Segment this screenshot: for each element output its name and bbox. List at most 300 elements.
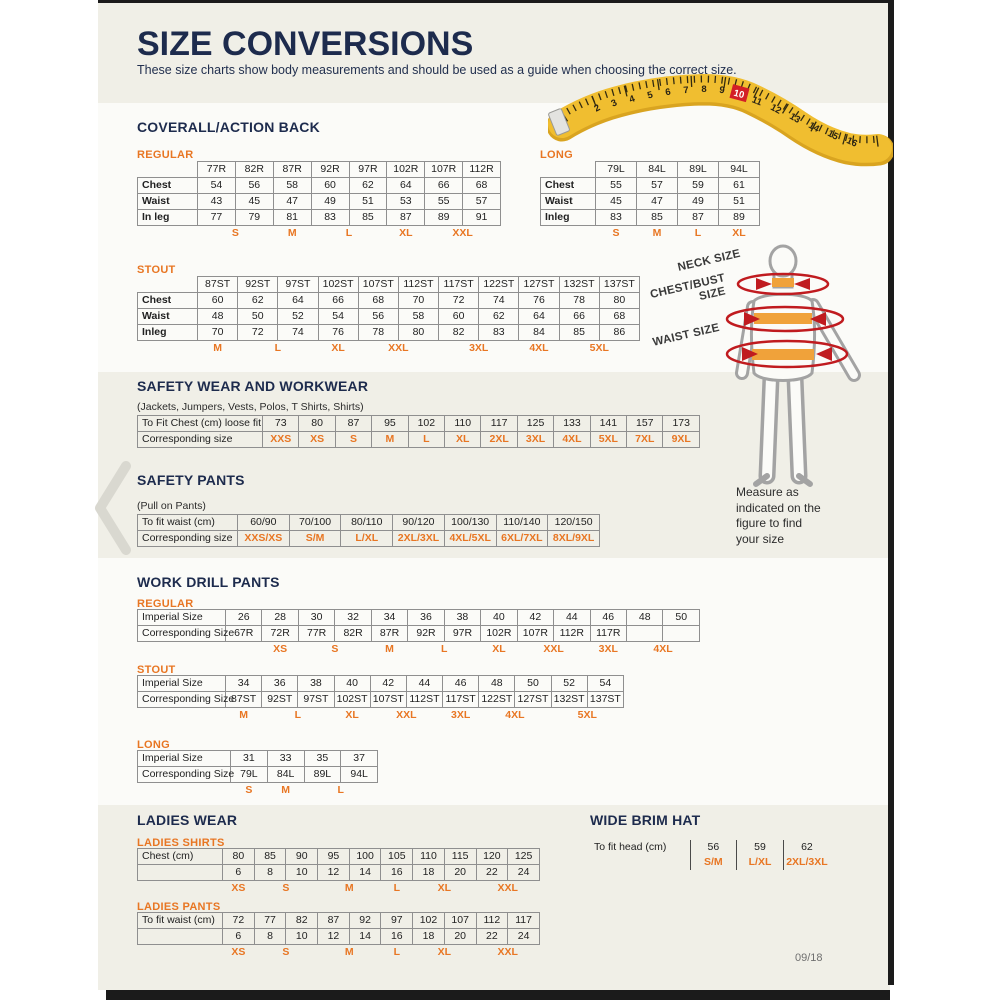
value-cell: 46: [590, 610, 626, 626]
value-cell: 87: [318, 913, 350, 929]
value-cell: 77: [198, 210, 236, 226]
column-header-cell: 127ST: [519, 277, 559, 293]
value-cell: 52: [551, 676, 587, 692]
value-cell: 64: [387, 178, 425, 194]
value-cell: 133: [554, 416, 590, 432]
size-group-cell: M: [344, 882, 354, 894]
size-group-cell: XXL: [388, 342, 409, 354]
waist-band: [752, 349, 814, 360]
size-group-cell: XS: [273, 643, 288, 655]
previous-page-chevron[interactable]: [90, 458, 136, 558]
value-cell: 85: [637, 210, 678, 226]
value-cell: 68: [463, 178, 501, 194]
value-cell: 72: [439, 293, 479, 309]
size-group-cell: L: [694, 227, 702, 239]
value-cell: 62: [783, 840, 830, 855]
value-cell: 173: [663, 416, 700, 432]
value-cell: 16: [381, 865, 413, 881]
value-cell: 44: [554, 610, 590, 626]
ladies-pants-label: LADIES PANTS: [137, 901, 221, 913]
value-cell: 37: [341, 751, 378, 767]
row-label-cell: Inleg: [138, 325, 198, 341]
value-cell: 78: [358, 325, 398, 341]
row-label-cell: Chest (cm): [138, 849, 223, 865]
column-header-cell: 87R: [273, 162, 311, 178]
column-header-cell: 102ST: [318, 277, 358, 293]
value-cell: 112ST: [406, 692, 442, 708]
size-group-cell: L: [337, 784, 344, 796]
value-cell: 66: [559, 309, 599, 325]
neck-size-label: NECK SIZE: [676, 247, 742, 274]
value-cell: 60: [198, 293, 238, 309]
value-cell: 60: [439, 309, 479, 325]
value-cell: XXS/XS: [238, 531, 290, 547]
page-number: 09/18: [795, 952, 823, 964]
value-cell: 38: [298, 676, 334, 692]
value-cell: 87: [678, 210, 719, 226]
value-cell: 36: [408, 610, 444, 626]
value-cell: 56: [358, 309, 398, 325]
column-header-cell: [138, 162, 198, 178]
safety-pants-table: [137, 514, 600, 547]
tape-number: 4: [627, 93, 637, 106]
value-cell: 8: [254, 929, 286, 945]
tape-number-highlight: 10: [732, 87, 746, 102]
row-label-cell: Chest: [138, 293, 198, 309]
value-cell: 66: [318, 293, 358, 309]
value-cell: 53: [387, 194, 425, 210]
value-cell: 47: [637, 194, 678, 210]
value-cell: [663, 626, 700, 642]
column-header-cell: 79L: [596, 162, 637, 178]
value-cell: 89: [425, 210, 463, 226]
value-cell: 18: [413, 929, 445, 945]
value-cell: 56: [235, 178, 273, 194]
value-cell: 92: [349, 913, 381, 929]
value-cell: 82: [286, 913, 318, 929]
column-header-cell: 97R: [349, 162, 387, 178]
value-cell: 59: [678, 178, 719, 194]
value-cell: 81: [273, 210, 311, 226]
size-row-pad-cell: [138, 945, 223, 961]
value-cell: 127ST: [515, 692, 551, 708]
value-cell: 125: [517, 416, 553, 432]
size-group-cell: XL: [492, 643, 506, 655]
value-cell: 92R: [408, 626, 444, 642]
size-group-cell: L: [441, 643, 448, 655]
value-cell: 76: [519, 293, 559, 309]
value-cell: 34: [226, 676, 262, 692]
value-cell: 102: [408, 416, 444, 432]
size-group-cell: 4XL: [653, 643, 673, 655]
row-label-cell: To fit waist (cm): [138, 515, 238, 531]
size-row-pad-cell: [138, 341, 198, 357]
tape-number: 16: [844, 135, 859, 150]
measuring-tape-illustration: [548, 74, 893, 174]
value-cell: 46: [443, 676, 479, 692]
size-group-cell: [226, 642, 262, 658]
value-cell: 66: [425, 178, 463, 194]
value-cell: 2XL/3XL: [393, 531, 445, 547]
value-cell: 92ST: [262, 692, 298, 708]
tape-number: 2: [592, 102, 603, 115]
coverall-heading: COVERALL/ACTION BACK: [137, 119, 320, 135]
size-group-cell: XL: [399, 227, 413, 239]
value-cell: 64: [519, 309, 559, 325]
value-cell: 120: [476, 849, 508, 865]
value-cell: 16: [381, 929, 413, 945]
value-cell: 2XL/3XL: [783, 855, 830, 870]
size-group-cell: M: [281, 784, 290, 796]
value-cell: [626, 626, 662, 642]
column-header-cell: 92ST: [238, 277, 278, 293]
value-cell: 78: [559, 293, 599, 309]
value-cell: 89: [719, 210, 760, 226]
tape-number: 13: [787, 111, 803, 126]
column-header-cell: 87ST: [198, 277, 238, 293]
value-cell: 112: [476, 913, 508, 929]
value-cell: 85: [349, 210, 387, 226]
value-cell: 2XL: [481, 432, 517, 448]
value-cell: 137ST: [587, 692, 623, 708]
row-label-cell: To fit waist (cm): [138, 913, 223, 929]
value-cell: 48: [198, 309, 238, 325]
coverall-stout-label: STOUT: [137, 264, 176, 276]
waist-size-label: WAIST SIZE: [651, 321, 721, 349]
value-cell: 87ST: [226, 692, 262, 708]
value-cell: 18: [413, 865, 445, 881]
work-drill-regular-table: [137, 609, 700, 657]
value-cell: 30: [298, 610, 334, 626]
value-cell: 77: [254, 913, 286, 929]
value-cell: 80: [599, 293, 639, 309]
neck-arrow-right: [794, 278, 810, 290]
value-cell: 24: [508, 865, 540, 881]
value-cell: L/XL: [341, 531, 393, 547]
value-cell: 34: [371, 610, 407, 626]
size-group-cell: 4XL: [529, 342, 549, 354]
value-cell: XL: [445, 432, 481, 448]
value-cell: 89L: [304, 767, 341, 783]
value-cell: 117: [481, 416, 517, 432]
value-cell: 9XL: [663, 432, 700, 448]
ladies-wear-heading: LADIES WEAR: [137, 812, 238, 828]
value-cell: 95: [372, 416, 408, 432]
value-cell: 62: [349, 178, 387, 194]
size-row-pad-cell: [138, 783, 231, 799]
value-cell: 76: [318, 325, 358, 341]
size-group-cell: M: [652, 227, 662, 239]
value-cell: 47: [273, 194, 311, 210]
value-cell: 83: [479, 325, 519, 341]
size-group-cell: XL: [437, 882, 452, 894]
value-cell: 12: [318, 865, 350, 881]
value-cell: 117: [508, 913, 540, 929]
value-cell: L: [408, 432, 444, 448]
value-cell: 33: [267, 751, 304, 767]
size-group-cell: S: [282, 946, 290, 958]
value-cell: 107: [444, 913, 476, 929]
column-header-cell: [138, 277, 198, 293]
size-group-cell: S: [612, 227, 620, 239]
value-cell: 90: [286, 849, 318, 865]
value-cell: L/XL: [737, 855, 784, 870]
row-label-cell: In leg: [138, 210, 198, 226]
size-group-cell: XS: [231, 946, 246, 958]
safety-pants-note: (Pull on Pants): [137, 500, 206, 512]
value-cell: 117R: [590, 626, 626, 642]
value-cell: 80: [398, 325, 438, 341]
value-cell: S/M: [289, 531, 341, 547]
value-cell: 72R: [262, 626, 298, 642]
value-cell: 97: [381, 913, 413, 929]
value-cell: 70/100: [289, 515, 341, 531]
value-cell: 122ST: [479, 692, 515, 708]
size-group-cell: S: [231, 227, 239, 239]
value-cell: 57: [637, 178, 678, 194]
value-cell: 10: [286, 929, 318, 945]
size-row-pad-cell: [541, 226, 596, 242]
value-cell: 57: [463, 194, 501, 210]
value-cell: 73: [263, 416, 299, 432]
value-cell: M: [372, 432, 408, 448]
value-cell: 60: [311, 178, 349, 194]
value-cell: 4XL/5XL: [444, 531, 496, 547]
value-cell: 83: [596, 210, 637, 226]
value-cell: 72: [238, 325, 278, 341]
value-cell: 4XL: [554, 432, 590, 448]
work-drill-long-table: [137, 750, 378, 798]
size-row-pad-cell: [138, 642, 226, 658]
value-cell: 74: [278, 325, 318, 341]
row-label-cell: [138, 865, 223, 881]
value-cell: 51: [719, 194, 760, 210]
work-drill-heading: WORK DRILL PANTS: [137, 574, 280, 590]
value-cell: 102: [413, 913, 445, 929]
value-cell: 45: [596, 194, 637, 210]
size-row-pad-cell: [138, 226, 198, 242]
value-cell: 22: [476, 929, 508, 945]
row-label-cell: Corresponding Size: [138, 767, 231, 783]
value-cell: 97R: [444, 626, 480, 642]
value-cell: 3XL: [517, 432, 553, 448]
value-cell: 10: [286, 865, 318, 881]
size-group-cell: L: [393, 946, 400, 958]
value-cell: 24: [508, 929, 540, 945]
column-header-cell: 89L: [678, 162, 719, 178]
value-cell: 54: [318, 309, 358, 325]
value-cell: 28: [262, 610, 298, 626]
size-group-cell: XL: [345, 709, 359, 721]
value-cell: 42: [517, 610, 553, 626]
row-label-cell: To fit head (cm): [594, 841, 667, 853]
work-drill-regular-label: REGULAR: [137, 598, 194, 610]
value-cell: 125: [508, 849, 540, 865]
value-cell: 44: [406, 676, 442, 692]
page-title: SIZE CONVERSIONS: [137, 25, 474, 63]
tape-number: 12: [768, 102, 784, 117]
tape-number: 5: [646, 89, 655, 102]
column-header-cell: 82R: [235, 162, 273, 178]
figure-caption: Measure as indicated on the figure to find your size: [736, 485, 821, 546]
column-header-cell: 92R: [311, 162, 349, 178]
value-cell: 38: [444, 610, 480, 626]
column-header-cell: 107ST: [358, 277, 398, 293]
chest-bust-size-label: CHEST/BUST SIZE: [649, 272, 727, 304]
value-cell: 85: [254, 849, 286, 865]
page-bottom-edge: [106, 990, 890, 1000]
value-cell: 50: [663, 610, 700, 626]
size-group-cell: 5XL: [577, 709, 597, 721]
value-cell: 59: [737, 840, 784, 855]
value-cell: 61: [719, 178, 760, 194]
value-cell: 95: [318, 849, 350, 865]
value-cell: XS: [299, 432, 335, 448]
size-group-cell: XXL: [543, 643, 564, 655]
value-cell: 79: [235, 210, 273, 226]
value-cell: 107ST: [370, 692, 406, 708]
value-cell: 51: [349, 194, 387, 210]
value-cell: 67R: [226, 626, 262, 642]
neck-band: [772, 278, 794, 287]
neck-arrow-left: [756, 278, 772, 290]
chest-band: [754, 313, 812, 324]
safety-wear-note: (Jackets, Jumpers, Vests, Polos, T Shirts, Shirts): [137, 401, 364, 413]
size-group-cell: 3XL: [469, 342, 489, 354]
ladies-pants-table: [137, 912, 540, 960]
value-cell: 84L: [267, 767, 304, 783]
value-cell: 7XL: [627, 432, 663, 448]
value-cell: 58: [398, 309, 438, 325]
row-label-cell: Corresponding Size: [138, 626, 226, 642]
size-group-cell: XL: [331, 342, 345, 354]
size-group-cell: 4XL: [505, 709, 525, 721]
value-cell: 110: [445, 416, 481, 432]
safety-wear-heading: SAFETY WEAR AND WORKWEAR: [137, 378, 369, 394]
tape-number: 8: [701, 84, 707, 95]
page-subtitle: These size charts show body measurements and should be used as a guide when choosing the correct size.: [137, 63, 737, 77]
value-cell: 62: [238, 293, 278, 309]
value-cell: 6: [223, 865, 255, 881]
size-group-cell: L: [294, 709, 302, 721]
value-cell: 49: [311, 194, 349, 210]
row-label-cell: Waist: [138, 194, 198, 210]
value-cell: 80: [223, 849, 255, 865]
value-cell: 40: [334, 676, 370, 692]
value-cell: 20: [444, 929, 476, 945]
value-cell: 22: [476, 865, 508, 881]
row-label-cell: [590, 855, 690, 870]
value-cell: 117ST: [443, 692, 479, 708]
value-cell: 107R: [517, 626, 553, 642]
value-cell: 60/90: [238, 515, 290, 531]
value-cell: 50: [515, 676, 551, 692]
coverall-long-label: LONG: [540, 149, 573, 161]
work-drill-stout-table: [137, 675, 624, 723]
value-cell: 80/110: [341, 515, 393, 531]
value-cell: 52: [278, 309, 318, 325]
value-cell: 82R: [335, 626, 371, 642]
value-cell: 87: [335, 416, 371, 432]
value-cell: 48: [479, 676, 515, 692]
chevron-left-icon: [100, 466, 126, 550]
value-cell: 58: [273, 178, 311, 194]
size-group-cell: L: [274, 342, 282, 354]
size-group-cell: 3XL: [598, 643, 618, 655]
value-cell: 55: [425, 194, 463, 210]
value-cell: 56: [690, 840, 737, 855]
value-cell: 157: [627, 416, 663, 432]
value-cell: 85: [559, 325, 599, 341]
work-drill-stout-label: STOUT: [137, 664, 176, 676]
value-cell: 62: [479, 309, 519, 325]
bottom-beige-band: [98, 805, 890, 990]
value-cell: 31: [231, 751, 268, 767]
value-cell: 80: [299, 416, 335, 432]
value-cell: 36: [262, 676, 298, 692]
wide-brim-hat-table: [590, 840, 830, 870]
size-group-cell: S: [245, 784, 253, 796]
size-group-cell: M: [239, 709, 248, 721]
tape-number: 7: [682, 84, 690, 97]
value-cell: S: [335, 432, 371, 448]
value-cell: 40: [481, 610, 517, 626]
coverall-regular-table: [137, 161, 501, 241]
tape-number: 9: [718, 84, 726, 97]
value-cell: 120/150: [548, 515, 600, 531]
waist-arrow-right: [816, 347, 832, 361]
size-group-cell: M: [385, 643, 394, 655]
size-group-cell: L: [393, 882, 400, 894]
row-label-cell: Waist: [541, 194, 596, 210]
column-header-cell: 102R: [387, 162, 425, 178]
value-cell: 6: [223, 929, 255, 945]
value-cell: 115: [444, 849, 476, 865]
value-cell: 94L: [341, 767, 378, 783]
value-cell: 68: [358, 293, 398, 309]
value-cell: 45: [235, 194, 273, 210]
value-cell: 141: [590, 416, 626, 432]
value-cell: 70: [198, 325, 238, 341]
value-cell: 102R: [481, 626, 517, 642]
value-cell: XXS: [263, 432, 299, 448]
value-cell: 54: [587, 676, 623, 692]
value-cell: 70: [398, 293, 438, 309]
size-group-cell: XXL: [452, 227, 473, 239]
tape-number: 3: [609, 97, 619, 110]
column-header-cell: 117ST: [439, 277, 479, 293]
value-cell: 35: [304, 751, 341, 767]
value-cell: 79L: [231, 767, 268, 783]
value-cell: 87: [387, 210, 425, 226]
column-header-cell: 137ST: [599, 277, 639, 293]
wide-brim-hat-heading: WIDE BRIM HAT: [590, 812, 701, 828]
column-header-cell: 122ST: [479, 277, 519, 293]
size-group-cell: XL: [437, 946, 452, 958]
value-cell: 8: [254, 865, 286, 881]
ladies-shirts-table: [137, 848, 540, 896]
value-cell: 97ST: [298, 692, 334, 708]
value-cell: 55: [596, 178, 637, 194]
row-label-cell: Waist: [138, 309, 198, 325]
size-group-cell: XXL: [497, 882, 518, 894]
value-cell: 49: [678, 194, 719, 210]
row-label-cell: Imperial Size: [138, 751, 231, 767]
column-header-cell: [541, 162, 596, 178]
size-group-cell: XXL: [497, 946, 518, 958]
size-group-cell: L: [345, 227, 353, 239]
size-row-pad-cell: [138, 708, 226, 724]
